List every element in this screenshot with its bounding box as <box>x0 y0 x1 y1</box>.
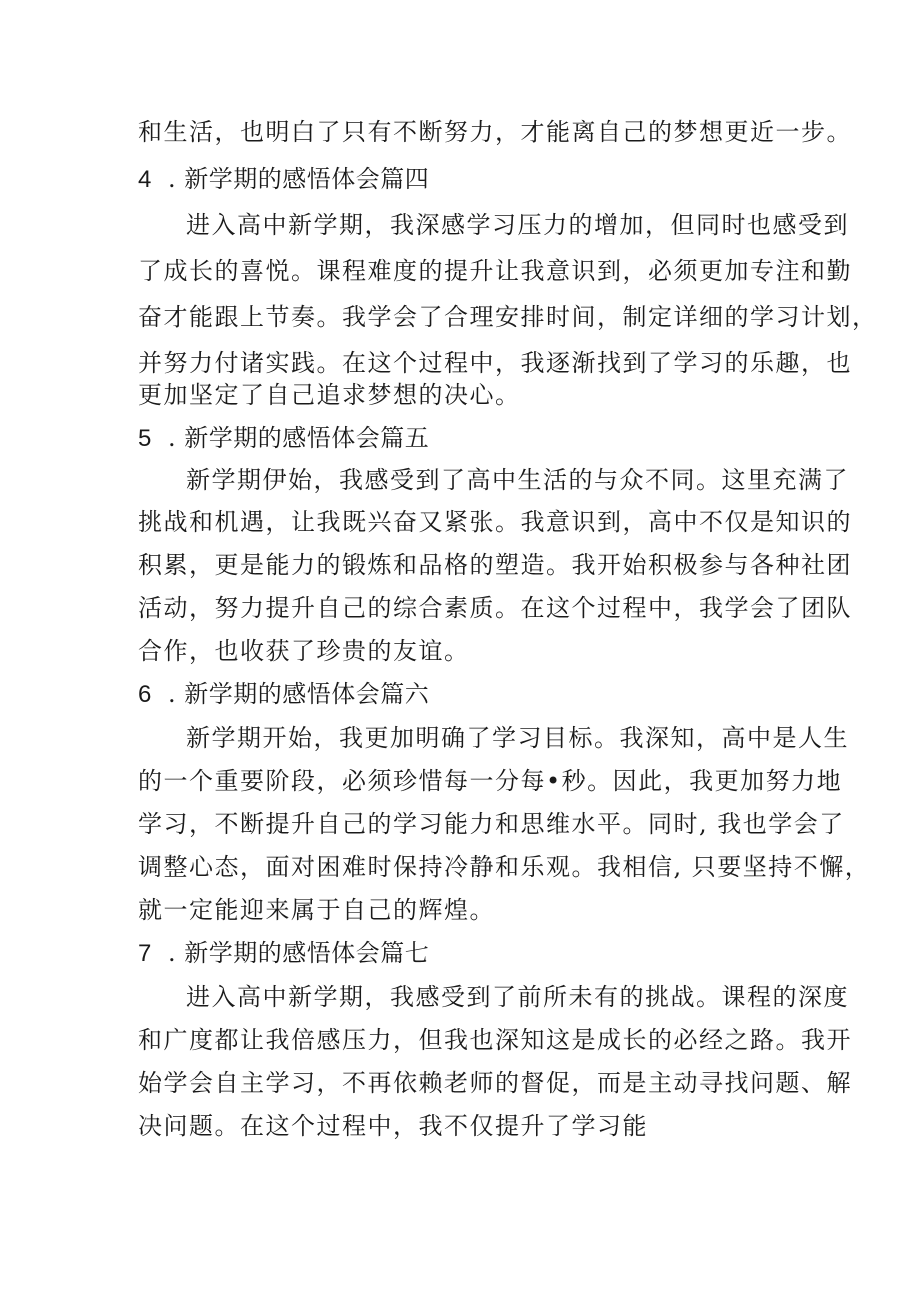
paragraph-line: 合作，也收获了珍贵的友谊。 <box>138 637 470 665</box>
paragraph-line: 积累，更是能力的锻炼和品格的塑造。我开始积极参与各种社团 <box>138 551 852 579</box>
section-number: 7 <box>138 940 152 967</box>
paragraph-line: 了成长的喜悦。课程难度的提升让我意识到，必须更加专注和勤 <box>138 257 852 285</box>
paragraph-line: 调整心态，面对困难时保持冷静和乐观。我相信, 只要坚持不懈， <box>138 853 871 881</box>
paragraph-line: 的一个重要阶段，必须珍惜每一分每•秒。因此，我更加努力地 <box>138 767 843 795</box>
paragraph-line: 进入高中新学期，我深感学习压力的增加，但同时也感受到 <box>186 211 849 239</box>
paragraph-line: 和广度都让我倍感压力，但我也深知这是成长的必经之路。我开 <box>138 1026 852 1054</box>
paragraph-line: 决问题。在这个过程中，我不仅提升了学习能 <box>138 1112 648 1140</box>
section-number: 6 <box>138 681 152 708</box>
section-heading <box>138 677 798 712</box>
section-title: . 新学期的感悟体会篇七 <box>168 939 430 967</box>
paragraph-line: 活动，努力提升自己的综合素质。在这个过程中，我学会了团队 <box>138 594 852 622</box>
section-heading <box>138 936 798 971</box>
section-title: . 新学期的感悟体会篇四 <box>168 165 430 193</box>
paragraph-line: 和生活，也明白了只有不断努力，才能离自己的梦想更近一步。 <box>138 118 852 146</box>
section-title: . 新学期的感悟体会篇六 <box>168 680 430 708</box>
section-heading <box>138 162 798 197</box>
paragraph-line: 并努力付诸实践。在这个过程中，我逐渐找到了学习的乐趣，也 <box>138 349 852 377</box>
paragraph-line: 进入高中新学期，我感受到了前所未有的挑战。课程的深度 <box>186 983 849 1011</box>
paragraph-line: 奋才能跟上节奏。我学会了合理安排时间，制定详细的学习计划， <box>138 303 878 331</box>
paragraph-line: 新学期开始，我更加明确了学习目标。我深知，高中是人生 <box>186 724 849 752</box>
section-title: . 新学期的感悟体会篇五 <box>168 424 430 452</box>
section-heading <box>138 421 798 456</box>
paragraph-line: 学习，不断提升自己的学习能力和思维水平。同时, 我也学会了 <box>138 810 845 838</box>
paragraph-line: 就一定能迎来属于自己的辉煌。 <box>138 896 495 924</box>
paragraph-line: 新学期伊始，我感受到了高中生活的与众不同。这里充满了 <box>186 466 849 494</box>
paragraph-line: 挑战和机遇，让我既兴奋又紧张。我意识到，高中不仅是知识的 <box>138 508 852 536</box>
section-number: 4 <box>138 166 152 193</box>
paragraph-line: 更加坚定了自己追求梦想的决心。 <box>138 381 521 409</box>
section-number: 5 <box>138 425 152 452</box>
paragraph-line: 始学会自主学习，不再依赖老师的督促，而是主动寻找问题、解 <box>138 1069 852 1097</box>
